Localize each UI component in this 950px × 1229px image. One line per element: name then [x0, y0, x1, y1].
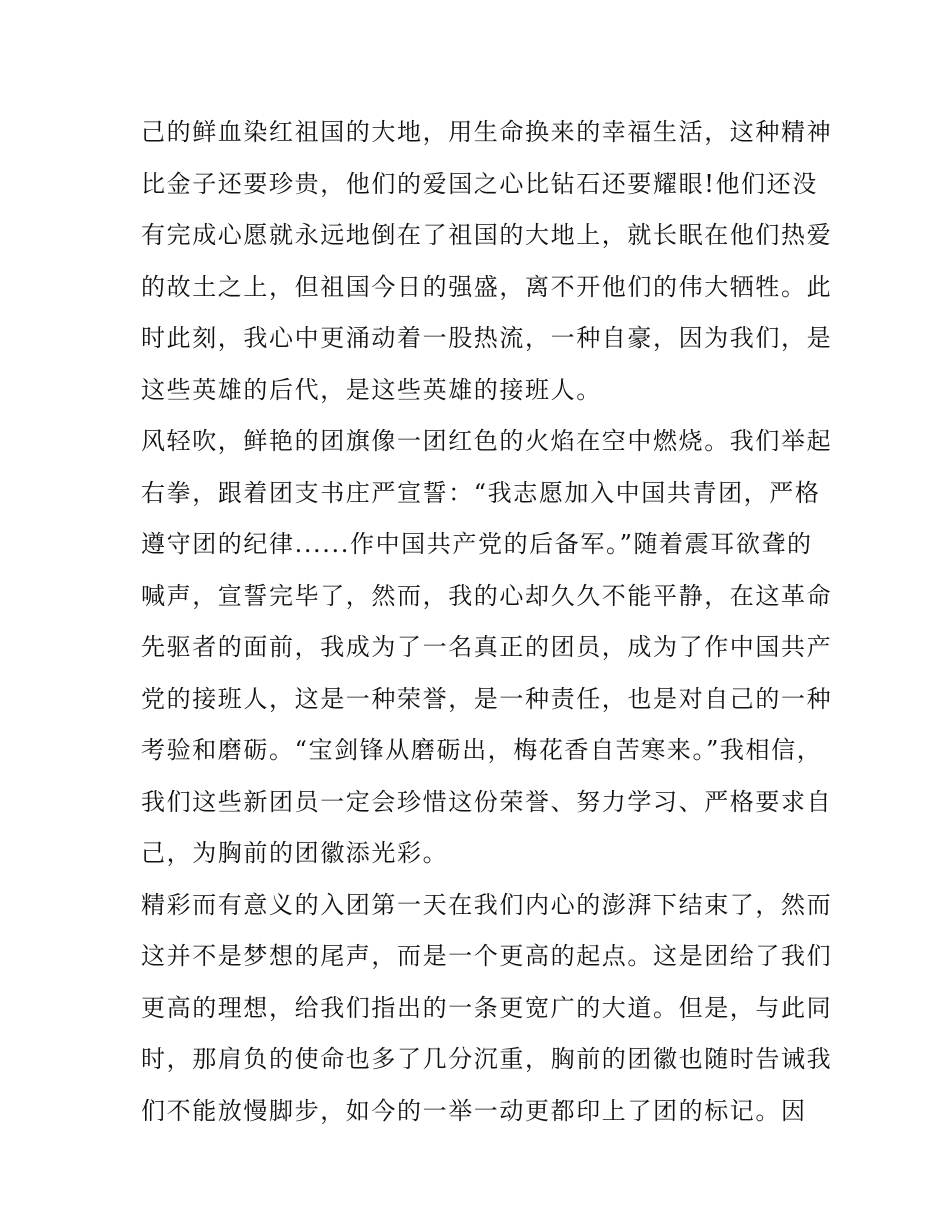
text-line: 喊声，宣誓完毕了，然而，我的心却久久不能平静，在这革命 [141, 581, 833, 610]
text-line: 这些英雄的后代，是这些英雄的接班人。 [141, 375, 602, 404]
text-line: 己，为胸前的团徽添光彩。 [141, 839, 449, 867]
text-line: 精彩而有意义的入团第一天在我们内心的澎湃下结束了，然而 [141, 890, 833, 919]
text-line: 风轻吹，鲜艳的团旗像一团红色的火焰在空中燃烧。我们举起 [141, 427, 833, 455]
text-line: 这并不是梦想的尾声，而是一个更高的起点。这是团给了我们 [141, 942, 833, 970]
text-line: 己的鲜血染红祖国的大地，用生命换来的幸福生活，这种精神 [141, 118, 833, 146]
text-line: 考验和磨砺。“宝剑锋从磨砺出，梅花香自苦寒来。”我相信， [141, 736, 823, 764]
text-line: 有完成心愿就永远地倒在了祖国的大地上，就长眠在他们热爱 [141, 221, 833, 249]
text-line: 先驱者的面前，我成为了一名真正的团员，成为了作中国共产 [141, 633, 833, 661]
text-line: 们不能放慢脚步，如今的一举一动更都印上了团的标记。因 [141, 1096, 807, 1125]
text-line: 时此刻，我心中更涌动着一股热流，一种自豪，因为我们，是 [141, 324, 833, 352]
text-line: 党的接班人，这是一种荣誉，是一种责任，也是对自己的一种 [141, 684, 833, 713]
text-line: 我们这些新团员一定会珍惜这份荣誉、努力学习、严格要求自 [141, 787, 833, 816]
text-line: 时，那肩负的使命也多了几分沉重，胸前的团徽也随时告诫我 [141, 1045, 833, 1073]
text-line: 的故土之上，但祖国今日的强盛，离不开他们的伟大牺牲。此 [141, 272, 833, 301]
text-line: 遵守团的纪律......作中国共产党的后备军。”随着震耳欲聋的 [141, 530, 813, 558]
text-line: 右拳，跟着团支书庄严宣誓：“我志愿加入中国共青团，严格 [141, 478, 821, 507]
text-line: 比金子还要珍贵，他们的爱国之心比钻石还要耀眼!他们还没 [141, 169, 818, 198]
text-line: 更高的理想，给我们指出的一条更宽广的大道。但是，与此同 [141, 993, 833, 1022]
body-text [141, 107, 833, 1137]
